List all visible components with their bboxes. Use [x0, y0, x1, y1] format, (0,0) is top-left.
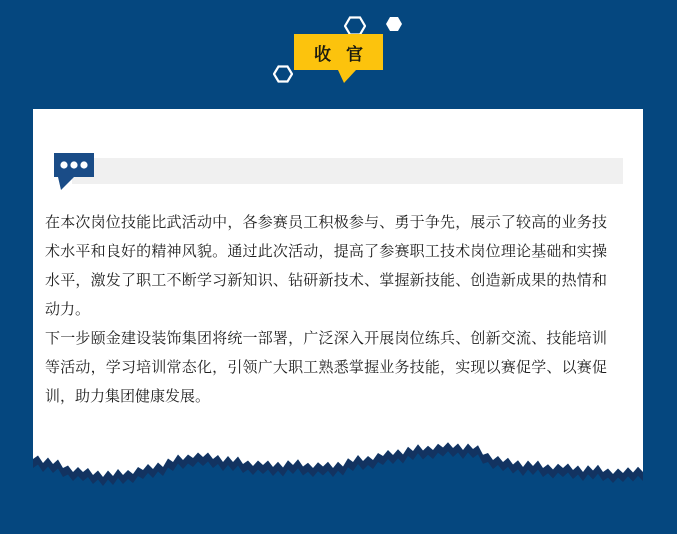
comment-dots-icon [54, 153, 98, 191]
text-line: 动力。 [45, 301, 91, 318]
text-line: 下一步颐金建设装饰集团将统一部署，广泛深入开展岗位练兵、创新交流、技能培训 [45, 330, 607, 347]
hexagon-outline-icon [344, 16, 366, 36]
banner-label: 收官 [314, 44, 378, 64]
text-line: 在本次岗位技能比武活动中，各参赛员工积极参与、勇于争先，展示了较高的业务技 [45, 214, 607, 231]
article-text [45, 208, 607, 411]
hexagon-outline-small-icon [273, 65, 293, 83]
section-highlight-bar [72, 158, 623, 184]
text-line: 术水平和良好的精神风貌。通过此次活动，提高了参赛职工技术岗位理论基础和实操 [45, 243, 607, 260]
text-line: 训，助力集团健康发展。 [45, 388, 211, 405]
banner-bubble [294, 34, 383, 70]
text-line: 水平，激发了职工不断学习新知识、钻研新技术、掌握新技能、创造新成果的热情和 [45, 272, 607, 289]
content-card [33, 109, 643, 430]
banner-bubble-tail [338, 70, 356, 83]
torn-paper-edge [33, 430, 643, 500]
text-line: 等活动，学习培训常态化，引领广大职工熟悉掌握业务技能，实现以赛促学、以赛促 [45, 359, 607, 376]
hexagon-filled-icon [386, 17, 402, 31]
